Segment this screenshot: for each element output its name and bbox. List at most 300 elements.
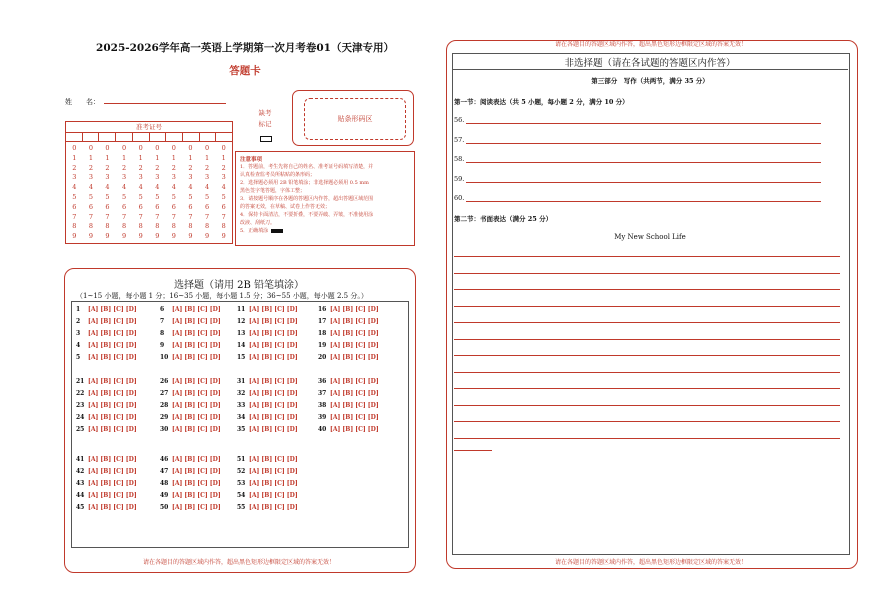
digit-bubble[interactable]: 6 bbox=[105, 202, 110, 211]
exam-id-column[interactable] bbox=[83, 144, 100, 242]
digit-bubble[interactable]: 3 bbox=[105, 173, 110, 182]
mc-question[interactable] bbox=[76, 378, 137, 385]
writing-line[interactable] bbox=[454, 289, 840, 290]
digit-bubble[interactable]: 7 bbox=[88, 212, 93, 221]
digit-bubble[interactable]: 2 bbox=[138, 163, 143, 172]
writing-line[interactable] bbox=[454, 388, 840, 389]
digit-bubble[interactable]: 2 bbox=[105, 163, 110, 172]
name-label: 姓 名： bbox=[65, 98, 100, 106]
answer-options[interactable]: [A] [B] [C] [D] bbox=[249, 354, 298, 361]
digit-bubble[interactable]: 6 bbox=[171, 202, 176, 211]
mc-question[interactable] bbox=[237, 456, 298, 463]
answer-options[interactable]: [A] [B] [C] [D] bbox=[88, 390, 137, 397]
exam-id-column[interactable] bbox=[132, 144, 149, 242]
digit-bubble[interactable]: 1 bbox=[204, 153, 210, 162]
mc-question[interactable] bbox=[160, 342, 221, 349]
digit-bubble[interactable]: 8 bbox=[204, 222, 210, 231]
mc-question[interactable] bbox=[76, 330, 137, 337]
reading-question-number: 59. bbox=[454, 174, 465, 183]
digit-bubble[interactable]: 9 bbox=[72, 232, 77, 241]
writing-line[interactable] bbox=[454, 450, 492, 451]
exam-id-bubbles[interactable] bbox=[66, 142, 232, 242]
digit-bubble[interactable]: 4 bbox=[204, 183, 210, 192]
digit-bubble[interactable]: 5 bbox=[105, 192, 110, 201]
digit-bubble[interactable]: 8 bbox=[122, 222, 127, 231]
digit-bubble[interactable]: 4 bbox=[155, 183, 160, 192]
mc-question[interactable] bbox=[237, 414, 298, 421]
digit-bubble[interactable]: 9 bbox=[171, 232, 176, 241]
mc-question[interactable] bbox=[237, 378, 298, 385]
digit-bubble[interactable]: 9 bbox=[105, 232, 110, 241]
answer-options[interactable]: [A] [B] [C] [D] bbox=[249, 504, 298, 511]
answer-options[interactable]: [A] [B] [C] [D] bbox=[249, 456, 298, 463]
reading-answer-line[interactable] bbox=[466, 182, 821, 183]
writing-line[interactable] bbox=[454, 355, 840, 356]
exam-id-column[interactable] bbox=[99, 144, 116, 242]
exam-id-column[interactable] bbox=[215, 144, 232, 242]
left-footer-notice: 请在各题目的答题区域内作答，超出黑色矩形边框限定区域的答案无效！ bbox=[142, 559, 335, 566]
question-number: 51 bbox=[237, 456, 246, 463]
digit-bubble[interactable]: 0 bbox=[122, 144, 127, 152]
answer-options[interactable]: [A] [B] [C] [D] bbox=[249, 378, 298, 385]
mc-question[interactable] bbox=[318, 342, 379, 349]
digit-bubble[interactable]: 7 bbox=[221, 212, 226, 221]
answer-options[interactable]: [A] [B] [C] [D] bbox=[172, 426, 221, 433]
right-footer-notice: 请在各题目的答题区域内作答，超出黑色矩形边框限定区域的答案无效！ bbox=[554, 559, 747, 566]
question-number: 29 bbox=[160, 414, 169, 421]
answer-options[interactable]: [A] [B] [C] [D] bbox=[88, 354, 137, 361]
answer-options[interactable]: [A] [B] [C] [D] bbox=[249, 330, 298, 337]
answer-options[interactable]: [A] [B] [C] [D] bbox=[330, 318, 379, 325]
notes-example: 5．正确填涂 bbox=[240, 227, 410, 235]
answer-options[interactable]: [A] [B] [C] [D] bbox=[88, 342, 137, 349]
answer-options[interactable]: [A] [B] [C] [D] bbox=[249, 318, 298, 325]
question-number: 41 bbox=[76, 456, 85, 463]
section1-heading: 第一节：阅读表达（共 5 小题，每小题 2 分，满分 10 分） bbox=[454, 98, 629, 106]
writing-line[interactable] bbox=[454, 273, 840, 274]
mc-question[interactable] bbox=[76, 426, 137, 433]
digit-bubble[interactable]: 4 bbox=[122, 183, 127, 192]
digit-bubble[interactable]: 3 bbox=[204, 173, 210, 182]
digit-bubble[interactable]: 6 bbox=[188, 202, 193, 211]
digit-bubble[interactable]: 1 bbox=[72, 153, 77, 162]
digit-bubble[interactable]: 6 bbox=[138, 202, 143, 211]
reading-question-number: 57. bbox=[454, 135, 465, 144]
mc-title: 选择题（请用 2B 铅笔填涂） bbox=[173, 280, 305, 291]
question-number: 12 bbox=[237, 318, 246, 325]
digit-bubble[interactable]: 5 bbox=[72, 192, 77, 201]
digit-bubble[interactable]: 4 bbox=[188, 183, 193, 192]
question-number: 17 bbox=[318, 318, 327, 325]
answer-options[interactable]: [A] [B] [C] [D] bbox=[88, 378, 137, 385]
question-number: 3 bbox=[76, 330, 81, 337]
digit-bubble[interactable]: 8 bbox=[221, 222, 226, 231]
digit-bubble[interactable]: 6 bbox=[155, 202, 160, 211]
sheet-subtitle: 答题卡 bbox=[229, 65, 261, 77]
answer-options[interactable]: [A] [B] [C] [D] bbox=[249, 306, 298, 313]
answer-options[interactable]: [A] [B] [C] [D] bbox=[88, 426, 137, 433]
reading-answer-line[interactable] bbox=[466, 201, 821, 202]
answer-options[interactable]: [A] [B] [C] [D] bbox=[249, 414, 298, 421]
answer-options[interactable]: [A] [B] [C] [D] bbox=[88, 306, 137, 313]
question-number: 15 bbox=[237, 354, 246, 361]
mc-question[interactable] bbox=[318, 318, 379, 325]
mc-question[interactable] bbox=[237, 342, 298, 349]
mc-question[interactable] bbox=[160, 414, 221, 421]
answer-options[interactable]: [A] [B] [C] [D] bbox=[172, 354, 221, 361]
digit-bubble[interactable]: 3 bbox=[188, 173, 193, 182]
digit-bubble[interactable]: 5 bbox=[88, 192, 93, 201]
digit-bubble[interactable]: 2 bbox=[122, 163, 127, 172]
mc-question[interactable] bbox=[318, 330, 379, 337]
digit-bubble[interactable]: 9 bbox=[122, 232, 127, 241]
mc-question[interactable] bbox=[76, 480, 137, 487]
question-number: 47 bbox=[160, 468, 169, 475]
question-number: 23 bbox=[76, 402, 85, 409]
answer-options[interactable]: [A] [B] [C] [D] bbox=[249, 468, 298, 475]
digit-bubble[interactable]: 0 bbox=[138, 144, 143, 152]
digit-bubble[interactable]: 2 bbox=[171, 163, 176, 172]
exam-id-column[interactable] bbox=[116, 144, 133, 242]
digit-bubble[interactable]: 3 bbox=[122, 173, 127, 182]
mc-question[interactable] bbox=[237, 354, 298, 361]
mc-question[interactable] bbox=[76, 390, 137, 397]
digit-bubble[interactable]: 1 bbox=[221, 153, 226, 162]
digit-bubble[interactable]: 2 bbox=[88, 163, 93, 172]
question-number: 45 bbox=[76, 504, 85, 511]
digit-bubble[interactable]: 5 bbox=[155, 192, 160, 201]
answer-options[interactable]: [A] [B] [C] [D] bbox=[88, 480, 137, 487]
digit-bubble[interactable]: 7 bbox=[105, 212, 110, 221]
digit-bubble[interactable]: 7 bbox=[204, 212, 210, 221]
answer-options[interactable]: [A] [B] [C] [D] bbox=[172, 456, 221, 463]
title-divider bbox=[452, 69, 848, 70]
answer-options[interactable]: [A] [B] [C] [D] bbox=[172, 318, 221, 325]
question-number: 7 bbox=[160, 318, 165, 325]
question-number: 10 bbox=[160, 354, 169, 361]
mc-question[interactable] bbox=[160, 504, 221, 511]
question-number: 44 bbox=[76, 492, 85, 499]
digit-bubble[interactable]: 9 bbox=[155, 232, 160, 241]
mc-question[interactable] bbox=[76, 492, 137, 499]
notes-line: 1．答题前，考生先将自己的姓名、准考证号码填写清楚，并 bbox=[240, 164, 374, 170]
non-choice-title: 非选择题（请在各试题的答题区内作答） bbox=[564, 58, 736, 69]
digit-bubble[interactable]: 9 bbox=[188, 232, 193, 241]
writing-line[interactable] bbox=[454, 438, 840, 439]
question-number: 22 bbox=[76, 390, 85, 397]
digit-bubble[interactable]: 3 bbox=[88, 173, 93, 182]
digit-bubble[interactable]: 0 bbox=[221, 144, 226, 152]
mc-question[interactable] bbox=[160, 492, 221, 499]
digit-bubble[interactable]: 0 bbox=[171, 144, 176, 152]
notes-line: 2．选择题必须用 2B 铅笔填涂；非选择题必须用 0.5 mm bbox=[240, 180, 369, 186]
question-number: 42 bbox=[76, 468, 85, 475]
answer-options[interactable]: [A] [B] [C] [D] bbox=[88, 492, 137, 499]
notes-line: 的答案无效，在草稿、试卷上作答无效； bbox=[240, 204, 331, 210]
mc-question[interactable] bbox=[76, 342, 137, 349]
digit-bubble[interactable]: 1 bbox=[122, 153, 127, 162]
digit-bubble[interactable]: 6 bbox=[88, 202, 93, 211]
question-number: 36 bbox=[318, 378, 327, 385]
reading-answer-line[interactable] bbox=[466, 123, 821, 124]
digit-bubble[interactable]: 8 bbox=[155, 222, 160, 231]
question-number: 49 bbox=[160, 492, 169, 499]
answer-options[interactable]: [A] [B] [C] [D] bbox=[172, 492, 221, 499]
digit-bubble[interactable]: 7 bbox=[138, 212, 143, 221]
writing-line[interactable] bbox=[454, 405, 840, 406]
mc-question[interactable] bbox=[237, 390, 298, 397]
mc-question[interactable] bbox=[76, 306, 137, 313]
digit-bubble[interactable]: 3 bbox=[155, 173, 160, 182]
absent-mark-label: 缺考 标记 bbox=[258, 109, 272, 128]
digit-bubble[interactable]: 5 bbox=[122, 192, 127, 201]
question-number: 46 bbox=[160, 456, 169, 463]
writing-line[interactable] bbox=[454, 256, 840, 257]
mc-question[interactable] bbox=[160, 354, 221, 361]
digit-bubble[interactable]: 4 bbox=[105, 183, 110, 192]
digit-bubble[interactable]: 4 bbox=[221, 183, 226, 192]
answer-options[interactable]: [A] [B] [C] [D] bbox=[330, 354, 379, 361]
digit-bubble[interactable]: 4 bbox=[72, 183, 77, 192]
reading-answer-line[interactable] bbox=[466, 143, 821, 144]
digit-bubble[interactable]: 7 bbox=[72, 212, 77, 221]
writing-line[interactable] bbox=[454, 339, 840, 340]
answer-options[interactable]: [A] [B] [C] [D] bbox=[172, 402, 221, 409]
digit-bubble[interactable]: 0 bbox=[88, 144, 93, 152]
digit-bubble[interactable]: 7 bbox=[122, 212, 127, 221]
mc-question[interactable] bbox=[237, 306, 298, 313]
answer-options[interactable]: [A] [B] [C] [D] bbox=[88, 456, 137, 463]
answer-options[interactable]: [A] [B] [C] [D] bbox=[88, 504, 137, 511]
digit-bubble[interactable]: 2 bbox=[72, 163, 77, 172]
mc-question[interactable] bbox=[318, 414, 379, 421]
mc-question[interactable] bbox=[160, 456, 221, 463]
writing-line[interactable] bbox=[454, 322, 840, 323]
mc-question[interactable] bbox=[160, 426, 221, 433]
answer-options[interactable]: [A] [B] [C] [D] bbox=[330, 426, 379, 433]
question-number: 50 bbox=[160, 504, 169, 511]
mc-question[interactable] bbox=[160, 378, 221, 385]
digit-bubble[interactable]: 9 bbox=[221, 232, 226, 241]
writing-line[interactable] bbox=[454, 372, 840, 373]
digit-bubble[interactable]: 3 bbox=[72, 173, 77, 182]
answer-options[interactable]: [A] [B] [C] [D] bbox=[88, 414, 137, 421]
digit-bubble[interactable]: 2 bbox=[188, 163, 193, 172]
question-number: 26 bbox=[160, 378, 169, 385]
question-number: 9 bbox=[160, 342, 165, 349]
mc-question[interactable] bbox=[76, 504, 137, 511]
answer-options[interactable]: [A] [B] [C] [D] bbox=[172, 390, 221, 397]
answer-options[interactable]: [A] [B] [C] [D] bbox=[330, 330, 379, 337]
answer-options[interactable]: [A] [B] [C] [D] bbox=[249, 402, 298, 409]
digit-bubble[interactable]: 2 bbox=[221, 163, 226, 172]
answer-options[interactable]: [A] [B] [C] [D] bbox=[249, 426, 298, 433]
mc-question[interactable] bbox=[237, 426, 298, 433]
mc-question[interactable] bbox=[76, 468, 137, 475]
answer-options[interactable]: [A] [B] [C] [D] bbox=[172, 504, 221, 511]
digit-bubble[interactable]: 6 bbox=[122, 202, 127, 211]
question-number: 8 bbox=[160, 330, 165, 337]
answer-options[interactable]: [A] [B] [C] [D] bbox=[172, 378, 221, 385]
question-number: 21 bbox=[76, 378, 85, 385]
mc-question[interactable] bbox=[318, 306, 379, 313]
digit-bubble[interactable]: 1 bbox=[105, 153, 110, 162]
mc-question[interactable] bbox=[76, 402, 137, 409]
mc-question[interactable] bbox=[76, 354, 137, 361]
mc-question[interactable] bbox=[237, 318, 298, 325]
answer-options[interactable]: [A] [B] [C] [D] bbox=[172, 306, 221, 313]
answer-options[interactable]: [A] [B] [C] [D] bbox=[249, 390, 298, 397]
answer-options[interactable]: [A] [B] [C] [D] bbox=[330, 306, 379, 313]
answer-options[interactable]: [A] [B] [C] [D] bbox=[88, 330, 137, 337]
digit-bubble[interactable]: 1 bbox=[155, 153, 160, 162]
digit-bubble[interactable]: 8 bbox=[171, 222, 176, 231]
sheet-title: 2025-2026学年高一英语上学期第一次月考卷01（天津专用） bbox=[96, 42, 394, 54]
digit-bubble[interactable]: 0 bbox=[105, 144, 110, 152]
question-number: 19 bbox=[318, 342, 327, 349]
section2-heading: 第二节：书面表达（满分 25 分） bbox=[454, 215, 553, 223]
question-number: 25 bbox=[76, 426, 85, 433]
mc-question[interactable] bbox=[237, 402, 298, 409]
writing-line[interactable] bbox=[454, 421, 840, 422]
notes-line: 3．请按题号顺序在各题的答题区内作答，超出答题区域范围 bbox=[240, 196, 374, 202]
name-field[interactable] bbox=[104, 103, 226, 104]
digit-bubble[interactable]: 7 bbox=[188, 212, 193, 221]
mc-question[interactable] bbox=[318, 402, 379, 409]
answer-options[interactable]: [A] [B] [C] [D] bbox=[172, 342, 221, 349]
answer-options[interactable]: [A] [B] [C] [D] bbox=[88, 318, 137, 325]
digit-bubble[interactable]: 9 bbox=[204, 232, 210, 241]
digit-bubble[interactable]: 6 bbox=[72, 202, 77, 211]
mc-question[interactable] bbox=[318, 354, 379, 361]
answer-options[interactable]: [A] [B] [C] [D] bbox=[249, 492, 298, 499]
notes-line: 黑色签字笔答题，字体工整； bbox=[240, 188, 306, 194]
exam-id-write-row[interactable] bbox=[66, 133, 232, 142]
digit-bubble[interactable]: 0 bbox=[188, 144, 193, 152]
notes-box bbox=[235, 151, 415, 246]
answer-options[interactable]: [A] [B] [C] [D] bbox=[330, 414, 379, 421]
digit-bubble[interactable]: 4 bbox=[138, 183, 143, 192]
question-number: 54 bbox=[237, 492, 246, 499]
digit-bubble[interactable]: 2 bbox=[204, 163, 210, 172]
digit-bubble[interactable]: 1 bbox=[171, 153, 176, 162]
question-number: 1 bbox=[76, 306, 81, 313]
digit-bubble[interactable]: 5 bbox=[221, 192, 226, 201]
writing-line[interactable] bbox=[454, 306, 840, 307]
answer-options[interactable]: [A] [B] [C] [D] bbox=[172, 480, 221, 487]
answer-options[interactable]: [A] [B] [C] [D] bbox=[172, 414, 221, 421]
question-number: 53 bbox=[237, 480, 246, 487]
filled-bubble-icon bbox=[271, 229, 283, 233]
digit-bubble[interactable]: 8 bbox=[105, 222, 110, 231]
mc-question[interactable] bbox=[160, 390, 221, 397]
mc-question[interactable] bbox=[160, 402, 221, 409]
digit-bubble[interactable]: 1 bbox=[138, 153, 143, 162]
mc-question[interactable] bbox=[76, 318, 137, 325]
answer-options[interactable]: [A] [B] [C] [D] bbox=[330, 378, 379, 385]
digit-bubble[interactable]: 0 bbox=[155, 144, 160, 152]
mc-question[interactable] bbox=[160, 468, 221, 475]
mc-question[interactable] bbox=[237, 480, 298, 487]
answer-options[interactable]: [A] [B] [C] [D] bbox=[172, 330, 221, 337]
digit-bubble[interactable]: 7 bbox=[171, 212, 176, 221]
question-number: 37 bbox=[318, 390, 327, 397]
digit-bubble[interactable]: 5 bbox=[138, 192, 143, 201]
digit-bubble[interactable]: 9 bbox=[88, 232, 93, 241]
digit-bubble[interactable]: 8 bbox=[88, 222, 93, 231]
digit-bubble[interactable]: 0 bbox=[204, 144, 210, 152]
answer-options[interactable]: [A] [B] [C] [D] bbox=[330, 402, 379, 409]
exam-id-column[interactable] bbox=[166, 144, 183, 242]
exam-id-column[interactable] bbox=[66, 144, 83, 242]
exam-id-column[interactable] bbox=[149, 144, 166, 242]
digit-bubble[interactable]: 3 bbox=[221, 173, 226, 182]
digit-bubble[interactable]: 5 bbox=[171, 192, 176, 201]
digit-bubble[interactable]: 2 bbox=[155, 163, 160, 172]
mc-question[interactable] bbox=[160, 306, 221, 313]
digit-bubble[interactable]: 8 bbox=[72, 222, 77, 231]
mc-question[interactable] bbox=[76, 414, 137, 421]
mc-question[interactable] bbox=[237, 468, 298, 475]
digit-bubble[interactable]: 9 bbox=[138, 232, 143, 241]
mc-question[interactable] bbox=[237, 492, 298, 499]
digit-bubble[interactable]: 1 bbox=[88, 153, 93, 162]
reading-answer-line[interactable] bbox=[466, 162, 821, 163]
answer-options[interactable]: [A] [B] [C] [D] bbox=[88, 402, 137, 409]
digit-bubble[interactable]: 0 bbox=[72, 144, 77, 152]
digit-bubble[interactable]: 1 bbox=[188, 153, 193, 162]
absent-mark-box[interactable] bbox=[260, 136, 272, 142]
mc-description: （1~15 小题，每小题 1 分；16~35 小题，每小题 1.5 分；36~55 小题，每小题 2.5 分。） bbox=[76, 292, 368, 300]
answer-options[interactable]: [A] [B] [C] [D] bbox=[330, 342, 379, 349]
mc-question[interactable] bbox=[76, 456, 137, 463]
digit-bubble[interactable]: 4 bbox=[88, 183, 93, 192]
mc-question[interactable] bbox=[318, 378, 379, 385]
mc-question[interactable] bbox=[237, 504, 298, 511]
mc-question[interactable] bbox=[160, 480, 221, 487]
mc-question[interactable] bbox=[318, 426, 379, 433]
exam-id-column[interactable] bbox=[199, 144, 216, 242]
digit-bubble[interactable]: 5 bbox=[204, 192, 210, 201]
reading-question-number: 60. bbox=[454, 194, 465, 202]
mc-question[interactable] bbox=[237, 330, 298, 337]
answer-options[interactable]: [A] [B] [C] [D] bbox=[249, 480, 298, 487]
answer-options[interactable]: [A] [B] [C] [D] bbox=[88, 468, 137, 475]
digit-bubble[interactable]: 8 bbox=[138, 222, 143, 231]
answer-options[interactable]: [A] [B] [C] [D] bbox=[330, 390, 379, 397]
digit-bubble[interactable]: 8 bbox=[188, 222, 193, 231]
mc-question[interactable] bbox=[160, 330, 221, 337]
question-number: 33 bbox=[237, 402, 246, 409]
digit-bubble[interactable]: 5 bbox=[188, 192, 193, 201]
answer-options[interactable]: [A] [B] [C] [D] bbox=[249, 342, 298, 349]
mc-question[interactable] bbox=[318, 390, 379, 397]
mc-question[interactable] bbox=[160, 318, 221, 325]
exam-id-column[interactable] bbox=[182, 144, 199, 242]
digit-bubble[interactable]: 3 bbox=[171, 173, 176, 182]
question-number: 34 bbox=[237, 414, 246, 421]
answer-options[interactable]: [A] [B] [C] [D] bbox=[172, 468, 221, 475]
digit-bubble[interactable]: 6 bbox=[221, 202, 226, 211]
question-number: 31 bbox=[237, 378, 246, 385]
digit-bubble[interactable]: 6 bbox=[204, 202, 210, 211]
question-number: 52 bbox=[237, 468, 246, 475]
digit-bubble[interactable]: 4 bbox=[171, 183, 176, 192]
question-number: 48 bbox=[160, 480, 169, 487]
digit-bubble[interactable]: 3 bbox=[138, 173, 143, 182]
question-number: 4 bbox=[76, 342, 81, 349]
digit-bubble[interactable]: 7 bbox=[155, 212, 160, 221]
